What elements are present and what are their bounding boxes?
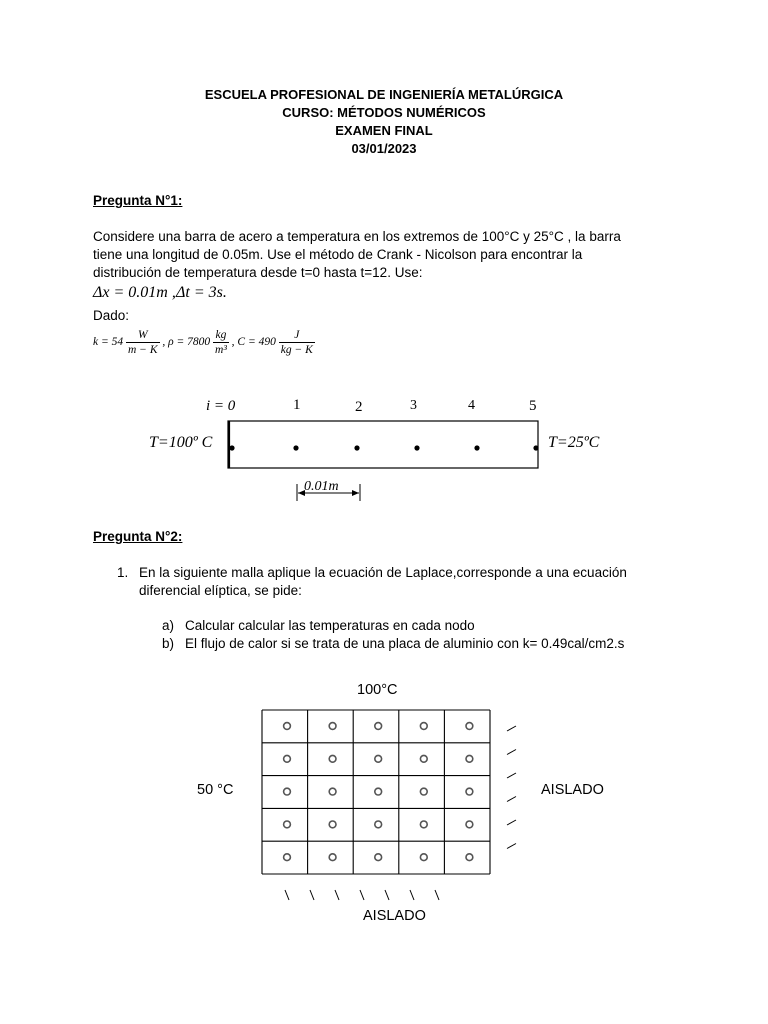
- insulation-hatch-bottom: [435, 890, 439, 900]
- subitem-b-text: El flujo de calor si se trata de una placa de aluminio con k= 0.49cal/cm2.s: [185, 636, 625, 651]
- conductivity-units: [126, 328, 160, 357]
- institution-title: ESCUELA PROFESIONAL DE INGENIERÍA METALÚRGICA: [204, 87, 564, 102]
- grid-left-boundary: 50 °C: [197, 782, 234, 798]
- subitem-a-label: a): [162, 618, 175, 633]
- item-text-line1: En la siguiente malla aplique la ecuación de Laplace,corresponde a una ecuación: [139, 565, 627, 580]
- subitem-a-text: Calcular calcular las temperaturas en cada nodo: [185, 618, 475, 633]
- grid-node: [375, 854, 382, 861]
- node-label-3: 3: [410, 398, 417, 413]
- question-1-text-line2: tiene una longitud de 0.05m. Use el método de Crank - Nicolson para encontrar la: [93, 247, 583, 262]
- laplace-grid: [0, 700, 768, 910]
- grid-node: [420, 821, 427, 828]
- heat-capacity-label: , C = 490: [231, 336, 276, 349]
- grid-node: [284, 755, 291, 762]
- grid-node: [420, 788, 427, 795]
- grid-node: [420, 854, 427, 861]
- course-title: CURSO: MÉTODOS NUMÉRICOS: [282, 105, 486, 120]
- step-size-dt: Δt = 3s.: [176, 284, 227, 301]
- grid-right-boundary: AISLADO: [541, 782, 604, 798]
- grid-node: [284, 788, 291, 795]
- node-label-2: 2: [355, 399, 363, 415]
- question-1-text-line3: distribución de temperatura desde t=0 hasta t=12. Use:: [93, 265, 423, 280]
- node-point-3: [414, 445, 419, 450]
- grid-top-boundary: 100°C: [357, 682, 398, 698]
- grid-node: [329, 723, 336, 730]
- heat-capacity-units: [279, 328, 315, 357]
- left-boundary-temp: T=100º C: [149, 434, 213, 451]
- bar-diagram: [0, 390, 768, 510]
- grid-node: [466, 755, 473, 762]
- density-unit-num: kg: [213, 328, 229, 343]
- node-label-4: 4: [468, 398, 475, 413]
- grid-node: [329, 821, 336, 828]
- heat-capacity-unit-num: J: [279, 328, 315, 343]
- insulation-hatch-bottom: [360, 890, 364, 900]
- insulation-hatch-right: [507, 844, 516, 849]
- right-boundary-temp: T=25ºC: [548, 434, 600, 451]
- grid-node: [466, 821, 473, 828]
- grid-node: [375, 755, 382, 762]
- subitem-b-label: b): [162, 636, 175, 651]
- spacing-label: 0.01m: [304, 479, 339, 494]
- grid-node: [466, 723, 473, 730]
- exam-title: EXAMEN FINAL: [335, 123, 433, 138]
- grid-node: [375, 788, 382, 795]
- material-properties: [93, 328, 315, 357]
- steel-bar: [228, 421, 538, 468]
- node-point-5: [533, 445, 538, 450]
- spacing-arrow-right: [352, 490, 359, 496]
- insulation-hatch-right: [507, 773, 516, 778]
- item-text-line2: diferencial elíptica, se pide:: [139, 583, 302, 598]
- given-label: Dado:: [93, 308, 130, 323]
- conductivity-unit-den: m − K: [128, 344, 158, 356]
- grid-node: [329, 755, 336, 762]
- conductivity-label: k = 54: [93, 336, 124, 349]
- grid-node: [284, 821, 291, 828]
- node-label-5: 5: [529, 398, 537, 414]
- grid-node: [329, 854, 336, 861]
- step-size-dx: Δx = 0.01m ,: [93, 284, 176, 301]
- insulation-hatch-bottom: [335, 890, 339, 900]
- density-units: [213, 328, 229, 357]
- insulation-hatch-bottom: [410, 890, 414, 900]
- question-1-text-line1: Considere una barra de acero a temperatura en los extremos de 100°C y 25°C , la barra: [93, 229, 621, 244]
- insulation-hatch-bottom: [385, 890, 389, 900]
- node-point-0: [229, 445, 234, 450]
- insulation-hatch-bottom: [310, 890, 314, 900]
- insulation-hatch-right: [507, 797, 516, 802]
- node-point-2: [354, 445, 359, 450]
- exam-date: 03/01/2023: [351, 141, 417, 156]
- density-unit-den: m³: [215, 344, 227, 356]
- node-point-1: [293, 445, 298, 450]
- grid-node: [466, 854, 473, 861]
- grid-node: [284, 854, 291, 861]
- grid-node: [284, 723, 291, 730]
- node-label-0: i = 0: [206, 398, 236, 414]
- grid-node: [420, 723, 427, 730]
- node-point-4: [474, 445, 479, 450]
- heat-capacity-unit-den: kg − K: [280, 344, 313, 356]
- grid-node: [466, 788, 473, 795]
- node-label-1: 1: [293, 397, 301, 413]
- grid-node: [420, 755, 427, 762]
- grid-node: [375, 821, 382, 828]
- conductivity-unit-num: W: [126, 328, 160, 343]
- grid-node: [375, 723, 382, 730]
- insulation-hatch-bottom: [285, 890, 289, 900]
- density-label: , ρ = 7800: [162, 336, 211, 349]
- insulation-hatch-right: [507, 750, 516, 755]
- insulation-hatch-right: [507, 820, 516, 825]
- question-2-title: Pregunta N°2:: [93, 529, 183, 544]
- grid-node: [329, 788, 336, 795]
- insulation-hatch-right: [507, 726, 516, 731]
- question-1-title: Pregunta N°1:: [93, 193, 183, 208]
- item-number: 1.: [117, 565, 129, 580]
- grid-bottom-boundary: AISLADO: [363, 908, 426, 924]
